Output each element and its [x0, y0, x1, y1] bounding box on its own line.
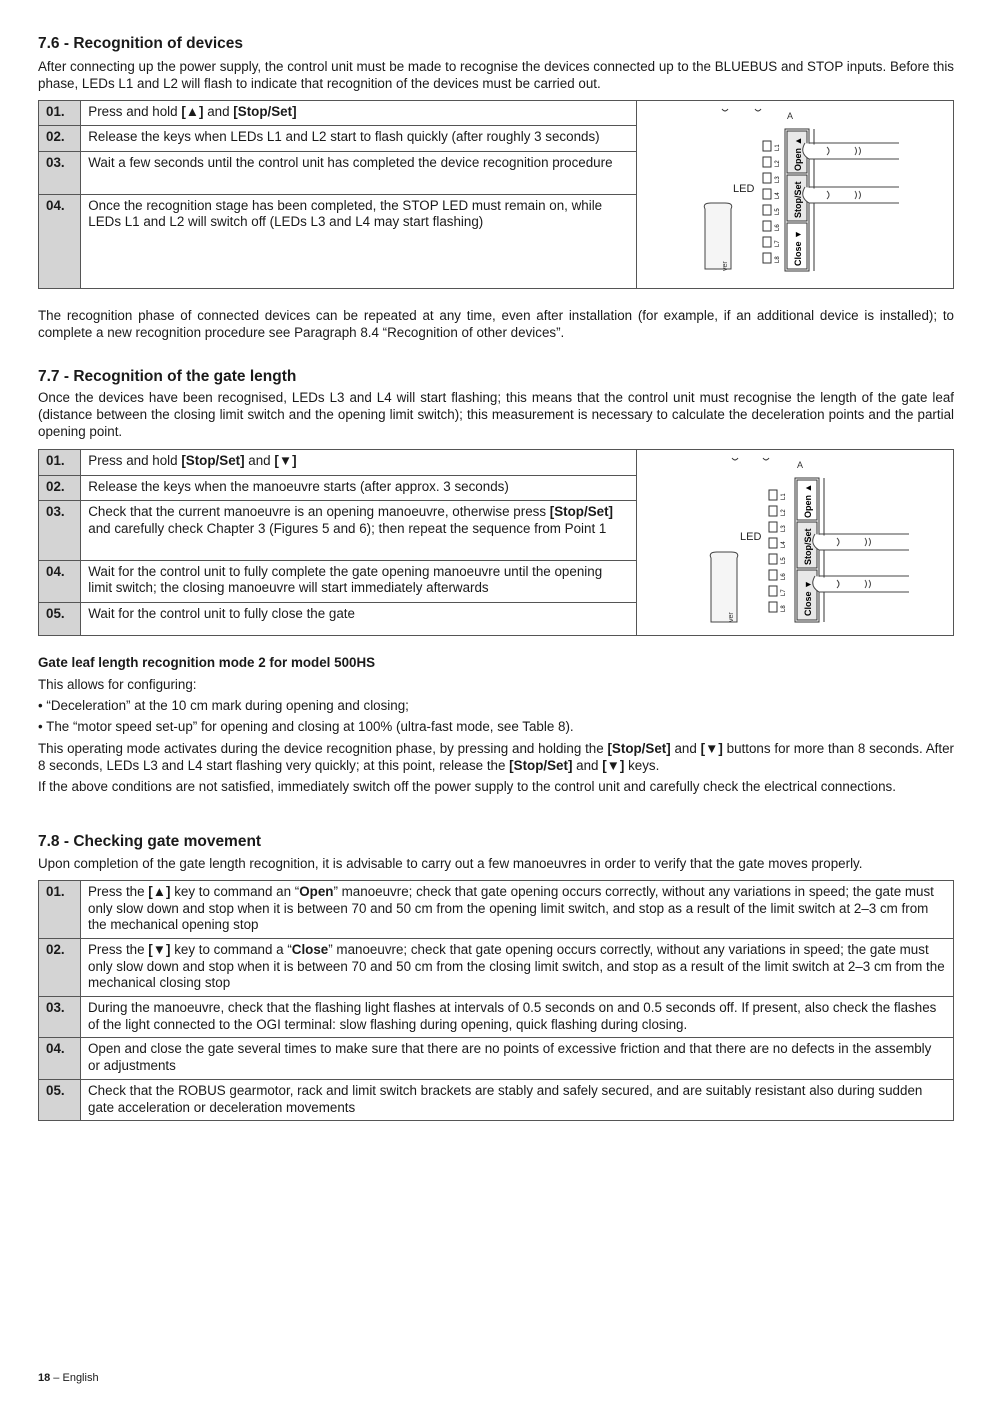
steps-table-7-7: [38, 449, 954, 636]
svg-text:Open ▲: Open ▲: [802, 483, 813, 518]
open-button: [797, 480, 817, 520]
terminal-mark: [763, 458, 769, 460]
step-number: 04.: [39, 560, 81, 602]
terminal-mark: [732, 458, 738, 460]
step-text: Press and hold [Stop/Set] and [▼]: [81, 450, 637, 476]
section-intro-7-8: Upon completion of the gate length recognition, it is advisable to carry out a few manoeuvres in order to verify that the gate moves properly.: [38, 856, 863, 871]
led-label-l2: L2: [780, 509, 787, 516]
led-indicator: [763, 205, 771, 215]
mode2-title: Gate leaf length recognition mode 2 for model 500HS: [38, 655, 376, 670]
led-indicator: [769, 602, 777, 612]
section-title-7-7: 7.7 - Recognition of the gate length: [38, 368, 297, 385]
step-text: Press the [▼] key to command a “Close” manoeuvre; check that gate opening occurs correctly, without any variations in speed; the gate must only slow down and stop when it is between 70 and 50 cm from the closing limit switch, and stop as a result of the limit switch at 2–3 cm from the mechanical closing stop: [81, 939, 954, 997]
finger-illustration: [803, 143, 899, 203]
table-row: [39, 101, 954, 126]
mode2-bullet: • The “motor speed set-up” for opening and closing at 100% (ultra-fast mode, see Table 8).: [38, 719, 574, 734]
svg-text:Close ▼: Close ▼: [802, 580, 813, 616]
led-indicator: [769, 570, 777, 580]
led-indicator: [769, 506, 777, 516]
steps-table-7-8: [38, 880, 954, 1121]
led-label-l1: L1: [774, 144, 781, 151]
footer-language: English: [62, 1372, 99, 1384]
step-number: 04.: [39, 194, 81, 288]
mode2-intro: This allows for configuring:: [38, 677, 197, 692]
led-label-l4: L4: [780, 541, 787, 548]
step-text: Wait a few seconds until the control unit has completed the device recognition procedure: [81, 151, 637, 194]
svg-text:Stop/Set: Stop/Set: [792, 181, 803, 218]
connector-outline: [704, 203, 732, 269]
step-number: 04.: [39, 1038, 81, 1080]
step-number: 02.: [39, 475, 81, 501]
table-row: [39, 997, 954, 1038]
step-number: 02.: [39, 126, 81, 152]
step-text: Check that the ROBUS gearmotor, rack and limit switch brackets are stably and safely secured, and are suitably resistant also during sudden gate acceleration or deceleration movements: [81, 1080, 954, 1121]
step-number: 05.: [39, 602, 81, 635]
close-button: [787, 223, 807, 269]
table-row: [39, 939, 954, 997]
led-label-l8: L8: [780, 605, 787, 612]
bottom-label: ver: [721, 261, 729, 271]
step-number: 02.: [39, 939, 81, 997]
led-indicator: [769, 490, 777, 500]
led-label-l4: L4: [774, 192, 781, 199]
mode2-paragraph: This operating mode activates during the device recognition phase, by pressing and holding the [Stop/Set] and [▼] buttons for more than 8 seconds. After 8 seconds, LEDs L3 and L4 start flashing very quickly; at this point, release the [Stop/Set] and [▼] keys.: [38, 741, 954, 773]
step-text: Press and hold [▲] and [Stop/Set]: [81, 101, 637, 126]
step-number: 03.: [39, 151, 81, 194]
step-number: 01.: [39, 450, 81, 476]
led-indicator: [763, 189, 771, 199]
section-title-7-6: 7.6 - Recognition of devices: [38, 35, 243, 52]
led-label-l5: L5: [780, 557, 787, 564]
section-intro-7-6: After connecting up the power supply, the control unit must be made to recognise the devices connected up to the BLUEBUS and STOP inputs. Before this phase, LEDs L1 and L2 will flash to indicate that recognition of the devices must be carried out.: [38, 59, 954, 91]
connector-outline: [710, 552, 738, 622]
step-number: 03.: [39, 501, 81, 560]
table-row: [39, 1038, 954, 1080]
steps-table-7-6: [38, 100, 954, 289]
led-column: [769, 490, 787, 612]
finger-illustration: [813, 534, 909, 592]
step-text: Wait for the control unit to fully close the gate: [81, 602, 637, 635]
step-number: 05.: [39, 1080, 81, 1121]
terminal-mark: [722, 109, 728, 111]
step-text: Check that the current manoeuvre is an opening manoeuvre, otherwise press [Stop/Set] and carefully check Chapter 3 (Figures 5 and 6); then repeat the sequence from Point 1: [81, 501, 637, 560]
bottom-label: ver: [727, 612, 735, 622]
svg-text:Close ▼: Close ▼: [792, 230, 803, 266]
led-label-l1: L1: [780, 493, 787, 500]
table-row: [39, 1080, 954, 1121]
step-text: Press the [▲] key to command an “Open” manoeuvre; check that gate opening occurs correctly, without any variations in speed; the gate must only slow down and stop when it is between 70 and 50 cm from the opening limit switch, and stop as a result of the limit switch at 2–3 cm from the mechanical opening stop: [81, 881, 954, 939]
step-number: 01.: [39, 101, 81, 126]
step-text: Once the recognition stage has been completed, the STOP LED must remain on, while LEDs L1 and L2 will switch off (LEDs L3 and L4 may start flashing): [81, 194, 637, 288]
step-number: 03.: [39, 997, 81, 1038]
svg-text:Open ▲: Open ▲: [792, 136, 803, 171]
table-row: [39, 450, 954, 476]
led-indicator: [763, 141, 771, 151]
mode2-bullet: • “Deceleration” at the 10 cm mark during opening and closing;: [38, 698, 409, 713]
led-panel-illustration: [637, 450, 951, 630]
led-indicator: [763, 253, 771, 263]
terminal-mark: [755, 109, 761, 111]
step-text: Open and close the gate several times to make sure that there are no points of excessive friction and that there are no defects in the assembly or adjustments: [81, 1038, 954, 1080]
led-label-l3: L3: [774, 176, 781, 183]
led-indicator: [769, 522, 777, 532]
table-row: [39, 881, 954, 939]
led-label-l3: L3: [780, 525, 787, 532]
led-indicator: [769, 586, 777, 596]
page-footer: 18 – English: [38, 1372, 99, 1384]
section-title-7-8: 7.8 - Checking gate movement: [38, 833, 262, 850]
led-indicator: [769, 554, 777, 564]
top-label: A: [786, 111, 793, 121]
led-indicator: [763, 237, 771, 247]
mode2-warning: If the above conditions are not satisfied, immediately switch off the power supply to the control unit and carefully check the electrical connections.: [38, 779, 896, 794]
led-label-l2: L2: [774, 160, 781, 167]
led-panel-illustration: [637, 101, 951, 283]
step-text: Wait for the control unit to fully complete the gate opening manoeuvre until the opening limit switch; the closing manoeuvre will start immediately afterwards: [81, 560, 637, 602]
led-indicator: [769, 538, 777, 548]
led-label: LED: [732, 183, 755, 195]
step-number: 01.: [39, 881, 81, 939]
step-text: During the manoeuvre, check that the flashing light flashes at intervals of 0.5 seconds on and 0.5 seconds off. If present, also check the flashes of the light connected to the OGI terminal: slow flashing during opening, quick flashing during closing.: [81, 997, 954, 1038]
control-panel-figure-1: [636, 101, 953, 289]
led-label-l5: L5: [774, 208, 781, 215]
led-label-l7: L7: [780, 589, 787, 596]
led-label-l7: L7: [774, 240, 781, 247]
control-panel-figure-2: [636, 450, 953, 636]
step-text: Release the keys when LEDs L1 and L2 start to flash quickly (after roughly 3 seconds): [81, 126, 637, 152]
top-label: A: [796, 460, 803, 470]
led-label-l8: L8: [774, 256, 781, 263]
led-indicator: [763, 221, 771, 231]
led-column: [763, 141, 781, 263]
led-label-l6: L6: [774, 224, 781, 231]
led-label: LED: [739, 531, 762, 543]
page-number: 18: [38, 1372, 51, 1384]
recognition-note: The recognition phase of connected devices can be repeated at any time, even after installation (for example, if an additional device is installed); to complete a new recognition procedure see Paragraph 8.4 “Recognition of other devices”.: [38, 308, 954, 340]
svg-text:Stop/Set: Stop/Set: [802, 528, 813, 565]
led-indicator: [763, 157, 771, 167]
led-indicator: [763, 173, 771, 183]
led-label-l6: L6: [780, 573, 787, 580]
section-intro-7-7: Once the devices have been recognised, LEDs L3 and L4 will start flashing; this means that the control unit must recognise the length of the gate leaf (distance between the closing limit switch and the opening limit switch); this measurement is necessary to calculate the deceleration points and the partial opening point.: [38, 390, 954, 439]
step-text: Release the keys when the manoeuvre starts (after approx. 3 seconds): [81, 475, 637, 501]
